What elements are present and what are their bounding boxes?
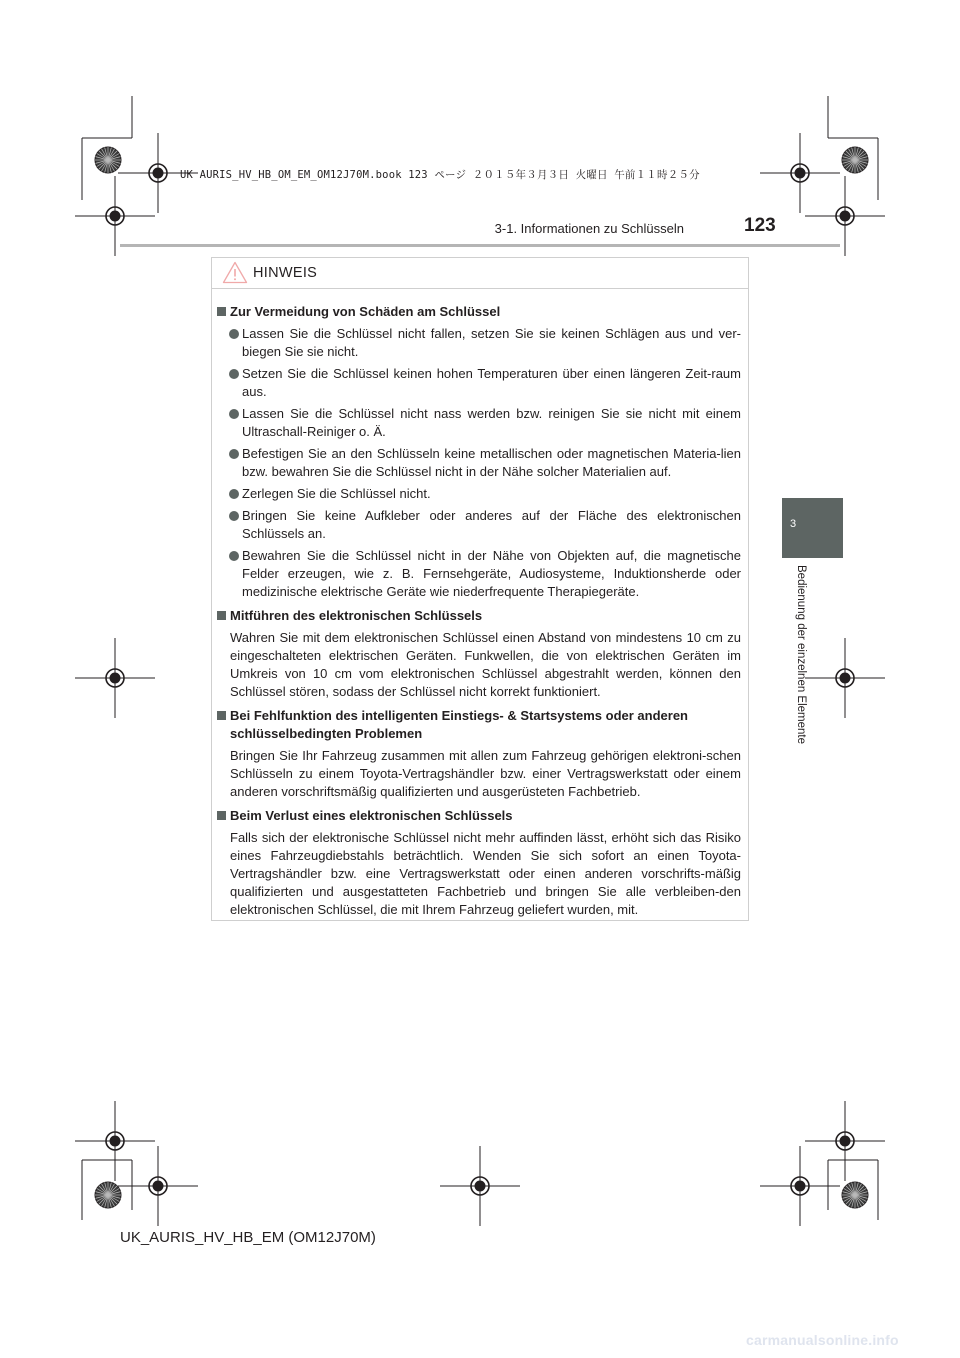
watermark: carmanualsonline.info bbox=[746, 1332, 899, 1348]
notice-box bbox=[211, 257, 749, 921]
notice-bullet-text: Bewahren Sie die Schlüssel nicht in der Nähe von Objekten auf, die magnetische Felder erzeugen, wie z. B. Fernsehgeräte, Audiosysteme, Induktionsherde oder medizinische elektrische Geräte wie niederfrequente Therapiegeräte. bbox=[242, 548, 741, 599]
square-bullet-icon bbox=[217, 307, 226, 316]
notice-bullet-item bbox=[217, 507, 741, 543]
chapter-number: 3 bbox=[790, 518, 797, 530]
page-number: 123 bbox=[744, 215, 776, 236]
round-bullet-icon bbox=[229, 489, 239, 499]
round-bullet-icon bbox=[229, 551, 239, 561]
notice-bullet-item bbox=[217, 485, 741, 503]
notice-subheading bbox=[217, 303, 741, 321]
warning-triangle-icon bbox=[222, 261, 248, 284]
notice-bullet-item bbox=[217, 325, 741, 361]
notice-bullet-text: Befestigen Sie an den Schlüsseln keine metallischen oder magnetischen Materia-lien bzw. bewahren Sie die Schlüssel nicht in der Nähe solcher Materialien auf. bbox=[242, 446, 741, 479]
chapter-title: Bedienung der einzelnen Elemente bbox=[795, 565, 807, 745]
notice-bullet-item bbox=[217, 445, 741, 481]
round-bullet-icon bbox=[229, 369, 239, 379]
section-title: 3-1. Informationen zu Schlüsseln bbox=[494, 221, 684, 236]
notice-bullet-text: Lassen Sie die Schlüssel nicht nass werden bzw. reinigen Sie sie nicht mit einem Ultraschall-Reiniger o. Ä. bbox=[242, 406, 741, 439]
notice-subheading-text: Bei Fehlfunktion des intelligenten Einstiegs- & Startsystems oder anderen schlüsselbedingten Problemen bbox=[230, 708, 688, 741]
notice-bullet-text: Zerlegen Sie die Schlüssel nicht. bbox=[242, 486, 431, 501]
notice-bullet-text: Setzen Sie die Schlüssel keinen hohen Temperaturen über einen längeren Zeit-raum aus. bbox=[242, 366, 741, 399]
notice-paragraph: Falls sich der elektronische Schlüssel nicht mehr auffinden lässt, erhöht sich das Risiko eines Fahrzeugdiebstahls beträchtlich. Wenden Sie sich sofort an einen Toyota-Vertragshändler bzw. eine Vertragswerkstatt oder einen anderen vorschrifts-mäßig qualifizierten und ausgestatteten Fachbetrieb und bringen Sie alle verbleiben-den elektronischen Schlüssel, die mit Ihrem Fahrzeug geliefert wurden, mit. bbox=[230, 830, 741, 917]
notice-paragraph: Wahren Sie mit dem elektronischen Schlüssel einen Abstand von mindestens 10 cm zu eingeschalteten elektrischen Geräten. Funkwellen, die von elektrischen Geräten im Umkreis von 10 cm vom elektronischen Schlüssel abgestrahlt werden, können den Schlüssel stören, sodass der Schlüssel nicht korrekt funktioniert. bbox=[230, 630, 741, 699]
notice-subheading-text: Beim Verlust eines elektronischen Schlüssels bbox=[230, 808, 513, 823]
notice-subheading bbox=[217, 707, 741, 743]
notice-bullet-item bbox=[217, 547, 741, 601]
notice-subheading-text: Mitführen des elektronischen Schlüssels bbox=[230, 608, 483, 623]
print-info-line: UK AURIS_HV_HB_OM_EM_OM12J70M.book 123 ページ ２０１５年３月３日 火曜日 午前１１時２５分 bbox=[180, 169, 700, 181]
square-bullet-icon bbox=[217, 711, 226, 720]
round-bullet-icon bbox=[229, 511, 239, 521]
notice-label: HINWEIS bbox=[253, 265, 318, 281]
notice-body bbox=[212, 289, 748, 919]
notice-bullet-item bbox=[217, 405, 741, 441]
square-bullet-icon bbox=[217, 611, 226, 620]
notice-header bbox=[212, 258, 748, 289]
chapter-tab bbox=[782, 498, 843, 558]
round-bullet-icon bbox=[229, 449, 239, 459]
round-bullet-icon bbox=[229, 409, 239, 419]
notice-bullet-item bbox=[217, 365, 741, 401]
notice-subheading bbox=[217, 807, 741, 825]
notice-subheading-text: Zur Vermeidung von Schäden am Schlüssel bbox=[230, 304, 501, 319]
square-bullet-icon bbox=[217, 811, 226, 820]
notice-subheading bbox=[217, 607, 741, 625]
round-bullet-icon bbox=[229, 329, 239, 339]
header-rule bbox=[120, 244, 840, 247]
notice-bullet-text: Bringen Sie keine Aufkleber oder anderes auf der Fläche des elektronischen Schlüssels an. bbox=[242, 508, 741, 541]
notice-paragraph: Bringen Sie Ihr Fahrzeug zusammen mit allen zum Fahrzeug gehörigen elektroni-schen Schlüsseln zu einem Toyota-Vertragshändler bzw. einer Vertragswerkstatt oder einem anderen vorschriftsmäßig qualifizierten und ausgerüsteten Fachbetrieb. bbox=[230, 748, 741, 799]
notice-bullet-text: Lassen Sie die Schlüssel nicht fallen, setzen Sie sie keinen Schlägen aus und ver-biegen Sie sie nicht. bbox=[242, 326, 741, 359]
document-id: UK_AURIS_HV_HB_EM (OM12J70M) bbox=[120, 1229, 376, 1246]
